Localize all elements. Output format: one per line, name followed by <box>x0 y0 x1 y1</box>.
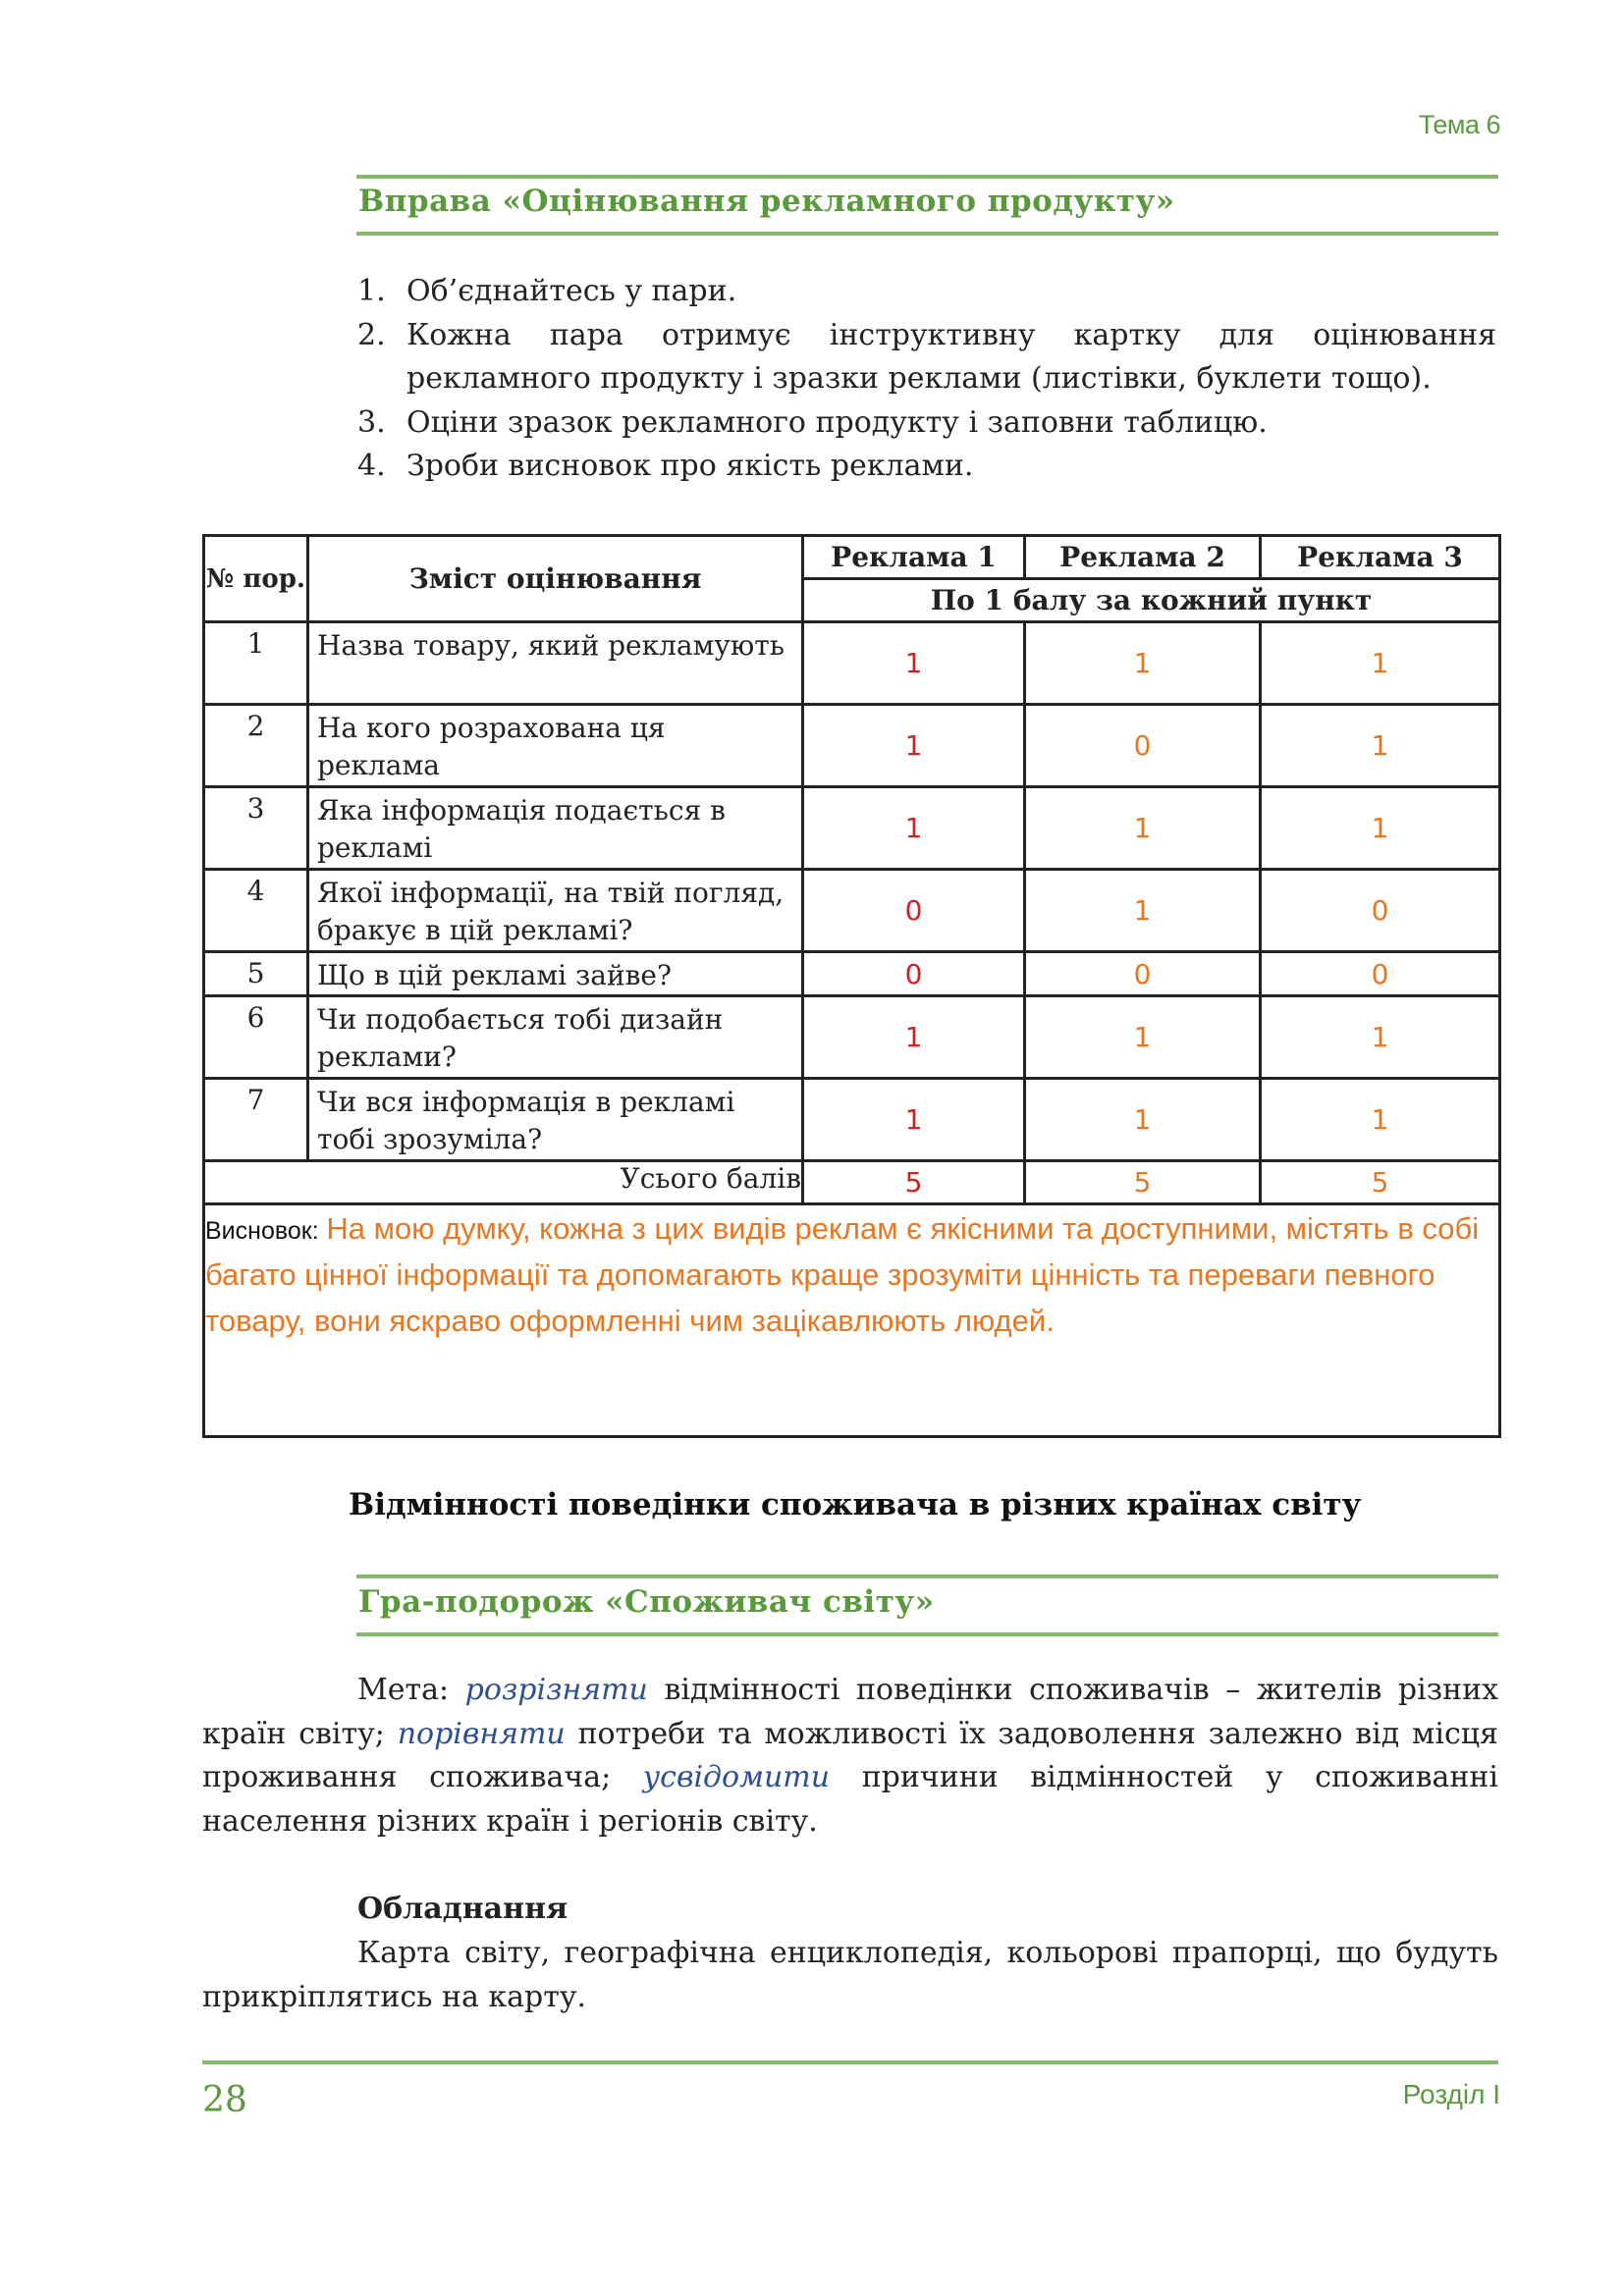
score-cell: 0 <box>1261 952 1500 996</box>
score-cell: 0 <box>1025 952 1261 996</box>
header-ad-2: Реклама 2 <box>1025 536 1261 579</box>
row-number: 4 <box>204 870 308 952</box>
goal-label: Мета: <box>357 1673 450 1707</box>
header-content: Зміст оцінювання <box>308 536 803 622</box>
total-label: Усього балів <box>204 1161 803 1204</box>
exercise-steps <box>357 270 1496 489</box>
scoring-note: По 1 балу за кожний пункт <box>803 579 1500 622</box>
list-item: 3. Оціни зразок рекламного продукту і заповни таблицю. <box>357 404 1268 440</box>
row-text: Назва товару, який рекламують <box>308 622 803 705</box>
row-number: 2 <box>204 705 308 787</box>
table-row <box>204 870 1500 952</box>
score-cell: 0 <box>1025 705 1261 787</box>
evaluation-table <box>202 534 1501 1438</box>
subheading: Відмінності поведінки споживача в різних країнах світу <box>349 1487 1362 1522</box>
goal-verb: розрізняти <box>464 1673 648 1707</box>
list-item: 2. Кожна пара отримує інструктивну картку для оцінювання рекламного продукту і зразки реклами (листівки, буклети тощо). <box>357 317 1496 396</box>
equipment-text: Карта світу, географічна енциклопедія, кольорові прапорці, що будуть прикріплятись на карту. <box>202 1936 1498 2014</box>
goal-verb: порівняти <box>397 1716 566 1751</box>
header-number: № пор. <box>204 536 308 622</box>
score-cell: 1 <box>1261 996 1500 1079</box>
score-cell: 1 <box>1025 787 1261 870</box>
divider <box>356 1575 1498 1578</box>
row-text: На кого розрахована ця реклама <box>308 705 803 787</box>
list-item: 4. Зроби висновок про якість реклами. <box>357 449 974 483</box>
score-cell: 1 <box>1025 622 1261 705</box>
conclusion-cell <box>204 1204 1500 1437</box>
row-number: 1 <box>204 622 308 705</box>
topic-label: Тема 6 <box>1418 110 1500 139</box>
table-row <box>204 787 1500 870</box>
row-text: Що в цій рекламі зайве? <box>308 952 803 996</box>
goal-text: відмінності поведінки споживачів – жителів різних країн світу; <box>202 1673 1498 1751</box>
table-row <box>204 1079 1500 1161</box>
header-ad-1: Реклама 1 <box>803 536 1025 579</box>
goal-paragraph <box>202 1669 1498 1843</box>
page-number: 28 <box>202 2080 247 2120</box>
row-number: 5 <box>204 952 308 996</box>
score-cell: 1 <box>803 1079 1025 1161</box>
header-ad-3: Реклама 3 <box>1261 536 1500 579</box>
conclusion-text: На мою думку, кожна з цих видів реклам є якісними та доступними, містять в собі багато цінної інформації та допомагають краще зрозуміти цінність та переваги певного товару, вони яскраво оформленні чим зацікавлюють людей. <box>205 1211 1480 1338</box>
score-cell: 1 <box>1261 787 1500 870</box>
table-row <box>204 622 1500 705</box>
divider <box>356 175 1498 179</box>
goal-text: потреби та можливості їх задоволення залежно від місця проживання споживача; <box>202 1716 1498 1794</box>
row-text: Чи вся інформація в рекламі тобі зрозуміла? <box>308 1079 803 1161</box>
score-cell: 1 <box>803 996 1025 1079</box>
row-text: Яка інформація подається в рекламі <box>308 787 803 870</box>
score-cell: 1 <box>803 622 1025 705</box>
score-cell: 1 <box>1025 996 1261 1079</box>
game-title: Гра-подорож «Споживач світу» <box>358 1584 935 1620</box>
table-row <box>204 952 1500 996</box>
row-number: 6 <box>204 996 308 1079</box>
goal-text: причини відмінностей у споживанні населення різних країн і регіонів світу. <box>202 1760 1498 1839</box>
score-cell: 1 <box>1025 1079 1261 1161</box>
score-cell: 0 <box>803 952 1025 996</box>
divider <box>202 2060 1498 2064</box>
row-text: Чи подобається тобі дизайн реклами? <box>308 996 803 1079</box>
table-row <box>204 996 1500 1079</box>
list-item: 1. Об’єднайтесь у пари. <box>357 274 737 308</box>
score-cell: 1 <box>803 787 1025 870</box>
conclusion-label: Висновок: <box>205 1217 319 1245</box>
section-label: Розділ І <box>1402 2079 1500 2109</box>
score-cell: 0 <box>1261 870 1500 952</box>
total-cell: 5 <box>803 1161 1025 1204</box>
score-cell: 1 <box>803 705 1025 787</box>
total-cell: 5 <box>1025 1161 1261 1204</box>
score-cell: 1 <box>1261 1079 1500 1161</box>
divider <box>356 1632 1498 1636</box>
divider <box>356 232 1498 236</box>
row-text: Якої інформації, на твій погляд, бракує в цій рекламі? <box>308 870 803 952</box>
table-row <box>204 705 1500 787</box>
equipment-title: Обладнання <box>357 1892 568 1926</box>
totals-row <box>204 1161 1500 1204</box>
row-number: 3 <box>204 787 308 870</box>
total-cell: 5 <box>1261 1161 1500 1204</box>
goal-verb: усвідомити <box>642 1760 831 1794</box>
score-cell: 1 <box>1261 705 1500 787</box>
row-number: 7 <box>204 1079 308 1161</box>
score-cell: 1 <box>1261 622 1500 705</box>
score-cell: 0 <box>803 870 1025 952</box>
score-cell: 1 <box>1025 870 1261 952</box>
exercise-title: Вправа «Оцінювання рекламного продукту» <box>358 184 1175 219</box>
